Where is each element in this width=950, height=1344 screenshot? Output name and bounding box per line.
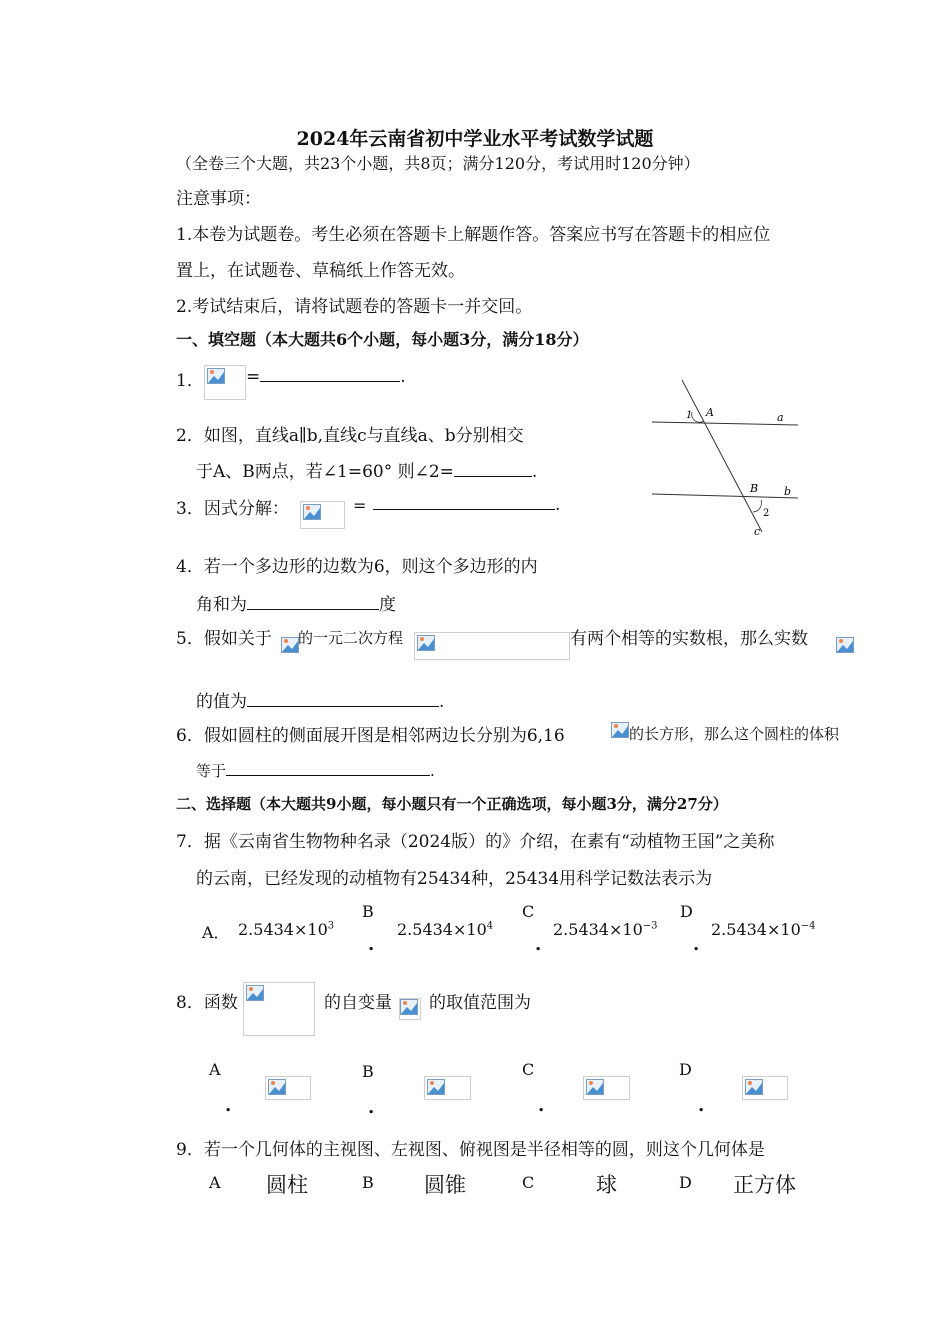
q3-blank-wrap xyxy=(373,494,560,515)
parallel-lines-figure xyxy=(640,372,810,542)
notice-heading: 注意事项： xyxy=(176,189,261,209)
notice-item-1-line-2: 置上，在试题卷、草稿纸上作答无效。 xyxy=(176,261,465,281)
q5-text-a: 5．假如关于 xyxy=(176,629,272,649)
q8-function-image xyxy=(243,982,315,1036)
q4-answer-blank xyxy=(247,594,379,610)
q2-line-2-text: 于A、B两点，若∠1=60° 则∠2= xyxy=(196,462,454,482)
q5-text-c: 有两个相等的实数根，那么实数 xyxy=(570,629,808,649)
broken-image-icon xyxy=(246,985,264,1001)
q3-answer-blank xyxy=(373,494,555,510)
q8-option-d-letter[interactable]: D xyxy=(679,1060,692,1079)
broken-image-icon xyxy=(207,368,225,384)
q9-option-c-text[interactable]: 球 xyxy=(596,1173,617,1197)
q2-period: . xyxy=(531,462,538,482)
q1-equals xyxy=(246,366,406,387)
q7-option-c-exp: −3 xyxy=(642,920,658,932)
q7-option-c-base: 2.5434×10 xyxy=(553,920,643,939)
notice-item-1-line-1: 1.本卷为试题卷。考生必须在答题卡上解题作答。答案应书写在答题卡的相应位 xyxy=(176,225,771,245)
q1-answer-blank xyxy=(260,366,400,382)
exam-subtitle: （全卷三个大题，共23个小题，共8页；满分120分，考试用时120分钟） xyxy=(176,154,700,173)
q6-line-2-text: 等于 xyxy=(196,762,227,780)
q8-option-c-letter[interactable]: C xyxy=(522,1060,535,1079)
q9-option-d-letter[interactable]: D xyxy=(679,1173,692,1192)
figure-label-B: B xyxy=(750,482,759,495)
q7-line-1: 7．据《云南省生物物种名录（2024版）的》介绍，在素有“动植物王国”之美称 xyxy=(176,832,775,852)
q1-expression-image xyxy=(204,365,246,400)
q3-text: 3．因式分解： xyxy=(176,499,289,519)
q5-answer-blank xyxy=(247,691,439,707)
q6-answer-blank xyxy=(226,760,430,776)
section-1-heading: 一、填空题（本大题共6个小题，每小题3分，满分18分） xyxy=(176,330,589,349)
q1-number: 1． xyxy=(176,371,204,391)
q8-text-c: 的取值范围为 xyxy=(429,993,531,1013)
figure-label-a: a xyxy=(777,411,784,424)
q5-period: . xyxy=(439,692,445,712)
page-title: 2024年云南省初中学业水平考试数学试题 xyxy=(296,128,654,150)
q7-option-d-exp: −4 xyxy=(800,920,816,932)
q5-real-number-image xyxy=(836,637,854,654)
q8-option-c-dot: . xyxy=(538,1095,545,1116)
q4-line-1: 4．若一个多边形的边数为6，则这个多边形的内 xyxy=(176,557,538,577)
q4-unit: 度 xyxy=(379,595,396,615)
q6-period: . xyxy=(430,762,435,780)
q5-equation-image xyxy=(414,632,570,660)
q7-option-b-exp: 4 xyxy=(486,920,494,932)
q9-option-a-letter[interactable]: A xyxy=(209,1173,221,1192)
q8-option-a-dot: . xyxy=(225,1095,232,1116)
angle-1-arc xyxy=(692,412,704,422)
q7-option-a-exp: 3 xyxy=(327,920,335,932)
broken-image-icon xyxy=(400,999,418,1015)
q1-equals-sign: = xyxy=(246,367,261,387)
q7-option-b[interactable] xyxy=(397,920,493,939)
section-2-heading: 二、选择题（本大题共9小题，每小题只有一个正确选项，每小题3分，满分27分） xyxy=(176,795,728,813)
q2-answer-blank xyxy=(454,461,532,477)
q7-option-d[interactable] xyxy=(711,920,816,939)
q6-text-a: 6．假如圆柱的侧面展开图是相邻两边长分别为6,16 xyxy=(176,726,565,746)
q7-option-d-dot: . xyxy=(693,934,700,955)
broken-image-icon xyxy=(836,637,854,653)
figure-label-b: b xyxy=(784,485,792,498)
q8-option-b-image[interactable] xyxy=(424,1076,471,1100)
q7-option-d-letter[interactable]: D xyxy=(680,902,693,921)
q8-option-a-letter[interactable]: A xyxy=(209,1060,221,1079)
q7-option-a[interactable] xyxy=(238,920,334,939)
q3-period: . xyxy=(555,495,561,515)
broken-image-icon xyxy=(268,1079,286,1095)
q5-variable-image xyxy=(281,637,298,654)
angle-2-arc xyxy=(753,500,762,512)
line-b xyxy=(652,494,798,498)
q7-option-c-letter[interactable]: C xyxy=(522,902,535,921)
q6-text-b: 的长方形，那么这个圆柱的体积 xyxy=(629,725,840,743)
q1-period: . xyxy=(400,367,406,387)
q9-text: 9．若一个几何体的主视图、左视图、俯视图是半径相等的圆，则这个几何体是 xyxy=(176,1140,765,1160)
q6-pi-image xyxy=(611,722,629,739)
figure-label-c: c xyxy=(754,525,761,538)
figure-label-1: 1 xyxy=(686,410,693,421)
q7-option-a-letter[interactable]: A． xyxy=(202,923,230,942)
q7-option-b-letter[interactable]: B xyxy=(362,902,374,921)
q8-option-d-dot: . xyxy=(698,1095,705,1116)
q9-option-a-text[interactable]: 圆柱 xyxy=(266,1173,308,1197)
figure-label-2: 2 xyxy=(763,508,770,519)
broken-image-icon xyxy=(427,1079,445,1095)
q5-text-b: 的一元二次方程 xyxy=(298,629,404,647)
q2-line-2 xyxy=(196,457,537,482)
broken-image-icon xyxy=(745,1079,763,1095)
q7-option-b-base: 2.5434×10 xyxy=(397,920,487,939)
q6-line-2 xyxy=(196,760,435,781)
q7-option-d-base: 2.5434×10 xyxy=(711,920,801,939)
broken-image-icon xyxy=(303,504,321,520)
q7-option-c-dot: . xyxy=(535,934,542,955)
q9-option-b-letter[interactable]: B xyxy=(362,1173,374,1192)
q8-option-d-image[interactable] xyxy=(742,1076,788,1100)
figure-label-A: A xyxy=(706,406,714,419)
q9-option-d-text[interactable]: 正方体 xyxy=(733,1173,796,1197)
q9-option-c-letter[interactable]: C xyxy=(522,1173,535,1192)
q2-line-1: 2．如图，直线a∥b,直线c与直线a、b分别相交 xyxy=(176,426,524,446)
broken-image-icon xyxy=(281,637,299,653)
q4-line-2-text: 角和为 xyxy=(196,595,247,615)
q9-option-b-text[interactable]: 圆锥 xyxy=(424,1173,466,1197)
q7-option-a-base: 2.5434×10 xyxy=(238,920,328,939)
q8-text-b: 的自变量 xyxy=(324,993,392,1013)
q8-text-a: 8．函数 xyxy=(176,993,238,1013)
notice-item-2: 2.考试结束后，请将试题卷的答题卡一并交回。 xyxy=(176,297,533,317)
q7-option-b-dot: . xyxy=(368,934,375,955)
broken-image-icon xyxy=(586,1079,604,1095)
q7-line-2: 的云南，已经发现的动植物有25434种，25434用科学记数法表示为 xyxy=(196,869,713,889)
q5-line-2 xyxy=(196,687,444,712)
q8-option-b-letter[interactable]: B xyxy=(362,1062,374,1081)
line-c xyxy=(682,380,762,532)
q8-option-a-image[interactable] xyxy=(265,1076,311,1100)
q8-option-b-dot: . xyxy=(368,1097,375,1118)
q4-line-2 xyxy=(196,590,396,615)
broken-image-icon xyxy=(611,722,629,738)
q3-expression-image xyxy=(300,501,345,529)
q8-option-c-image[interactable] xyxy=(583,1076,630,1100)
q8-variable-image xyxy=(399,998,421,1020)
q7-option-c[interactable] xyxy=(553,920,658,939)
broken-image-icon xyxy=(417,635,435,651)
q3-equals: = xyxy=(353,496,367,515)
q5-line-2-text: 的值为 xyxy=(196,692,247,712)
